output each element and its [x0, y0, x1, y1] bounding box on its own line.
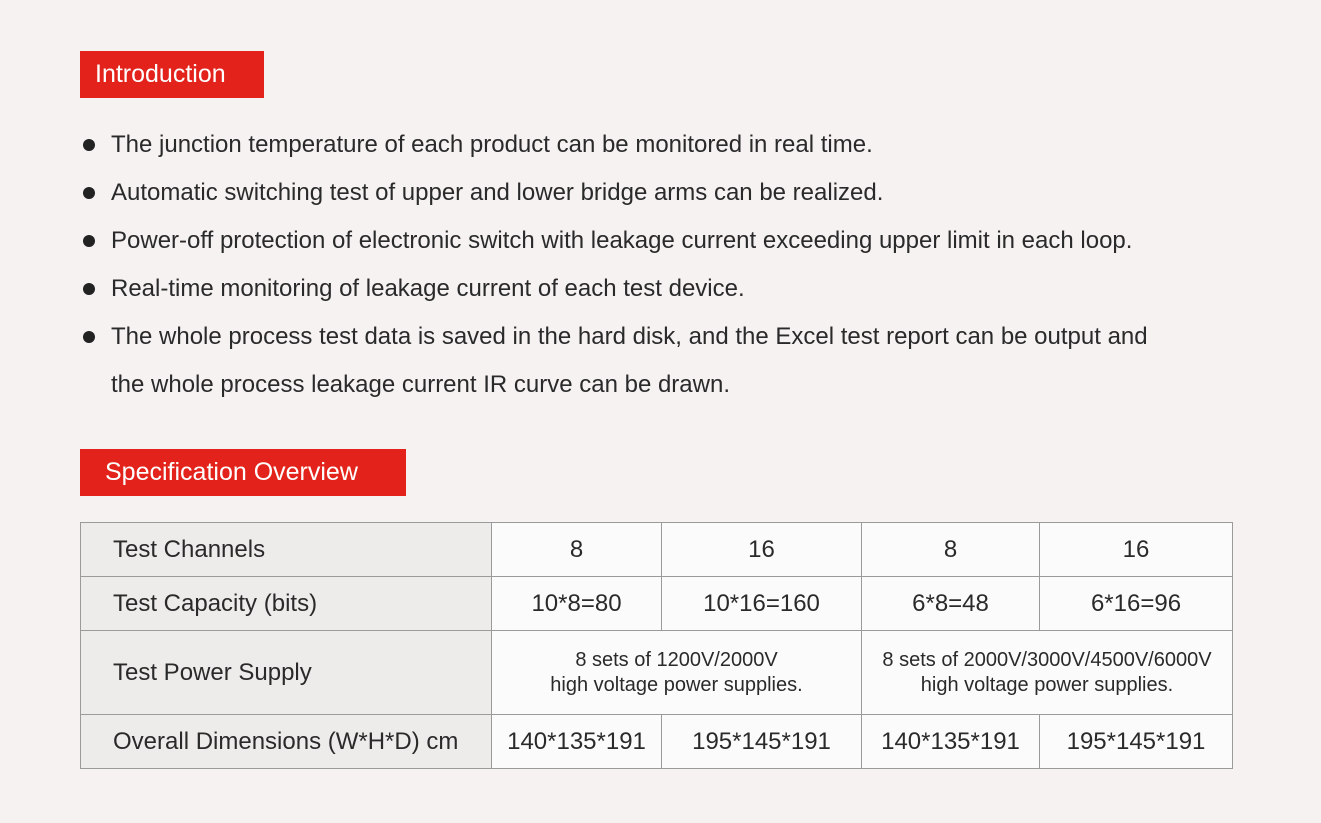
list-item — [80, 265, 1250, 313]
list-item-text: The whole process test data is saved in the hard disk, and the Excel test report can be output and — [111, 323, 1148, 350]
specification-heading: Specification Overview — [80, 449, 406, 496]
table-cell — [862, 631, 1233, 715]
list-item — [80, 169, 1250, 217]
table-row — [81, 577, 1233, 631]
list-item — [80, 121, 1250, 169]
table-cell: 6*8=48 — [862, 577, 1040, 631]
specification-table — [80, 522, 1233, 769]
introduction-list — [80, 121, 1250, 409]
row-label-test-channels: Test Channels — [81, 523, 492, 577]
table-cell: 8 — [492, 523, 662, 577]
table-cell: 140*135*191 — [862, 715, 1040, 769]
table-row — [81, 631, 1233, 715]
list-item-text: Real-time monitoring of leakage current of each test device. — [111, 275, 745, 302]
bullet-icon — [83, 235, 95, 247]
bullet-icon — [83, 139, 95, 151]
table-cell — [492, 631, 862, 715]
table-row — [81, 523, 1233, 577]
table-row — [81, 715, 1233, 769]
cell-line: 8 sets of 1200V/2000V — [575, 648, 778, 671]
list-item-text: Automatic switching test of upper and lower bridge arms can be realized. — [111, 179, 884, 206]
row-label-test-power-supply: Test Power Supply — [81, 631, 492, 715]
list-item-text-continued: the whole process leakage current IR curve can be drawn. — [111, 371, 730, 398]
cell-line: 8 sets of 2000V/3000V/4500V/6000V — [882, 648, 1212, 671]
table-cell: 8 — [862, 523, 1040, 577]
table-cell: 6*16=96 — [1040, 577, 1233, 631]
table-cell: 195*145*191 — [1040, 715, 1233, 769]
bullet-icon — [83, 283, 95, 295]
list-item-text: The junction temperature of each product can be monitored in real time. — [111, 131, 873, 158]
row-label-overall-dimensions: Overall Dimensions (W*H*D) cm — [81, 715, 492, 769]
cell-line: high voltage power supplies. — [920, 673, 1174, 696]
table-cell: 16 — [662, 523, 862, 577]
row-label-test-capacity: Test Capacity (bits) — [81, 577, 492, 631]
table-cell: 140*135*191 — [492, 715, 662, 769]
table-cell: 195*145*191 — [662, 715, 862, 769]
introduction-heading: Introduction — [80, 51, 264, 98]
table-cell: 10*8=80 — [492, 577, 662, 631]
list-item — [80, 217, 1250, 265]
cell-line: high voltage power supplies. — [550, 673, 803, 696]
bullet-icon — [83, 187, 95, 199]
bullet-icon — [83, 331, 95, 343]
table-cell: 10*16=160 — [662, 577, 862, 631]
table-cell: 16 — [1040, 523, 1233, 577]
list-item — [80, 313, 1250, 409]
list-item-text: Power-off protection of electronic switch with leakage current exceeding upper limit in each loop. — [111, 227, 1133, 254]
